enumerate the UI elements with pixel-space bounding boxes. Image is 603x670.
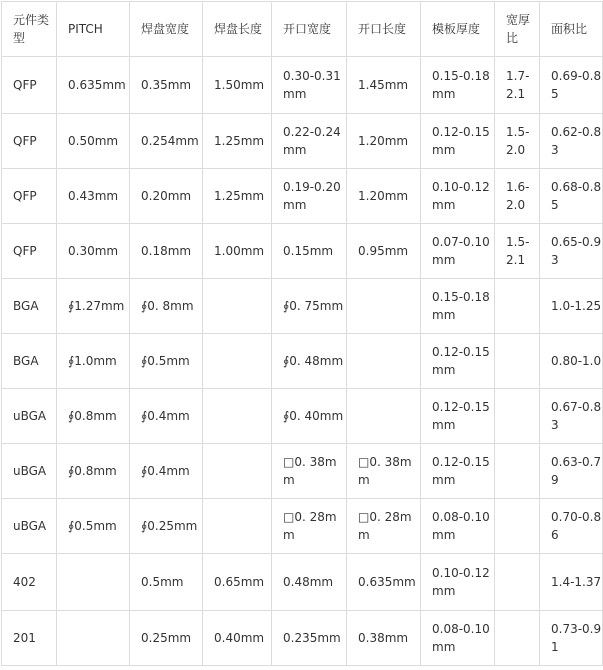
table-cell: 0.40mm [203, 611, 272, 666]
table-cell: 0.12-0.15mm [421, 114, 495, 169]
table-cell: 1.0-1.25 [540, 279, 603, 334]
table-cell: 0.50mm [57, 114, 130, 169]
table-cell: 0.19-0.20mm [272, 169, 347, 224]
table-cell: 0.08-0.10mm [421, 611, 495, 666]
table-cell: 0.12-0.15mm [421, 334, 495, 389]
table-cell: 0.73-0.91 [540, 611, 603, 666]
table-cell: ∮0. 48mm [272, 334, 347, 389]
table-cell: ∮1.27mm [57, 279, 130, 334]
table-cell: 0.12-0.15mm [421, 444, 495, 499]
table-cell: QFP [2, 224, 57, 279]
table-row [2, 114, 603, 169]
table-cell: 1.4-1.37 [540, 554, 603, 611]
table-cell: ∮0. 40mm [272, 389, 347, 444]
table-cell: 0.30mm [57, 224, 130, 279]
table-cell: 0.80-1.0 [540, 334, 603, 389]
table-cell: BGA [2, 279, 57, 334]
table-cell: □0. 28mm [272, 499, 347, 554]
table-cell [495, 499, 540, 554]
table-cell: uBGA [2, 499, 57, 554]
table-cell: ∮0.25mm [130, 499, 203, 554]
table-cell [495, 444, 540, 499]
table-cell: 1.00mm [203, 224, 272, 279]
table-cell: 0.08-0.10mm [421, 499, 495, 554]
header-cell: 面积比 [540, 2, 603, 57]
table-cell: 0.5mm [130, 554, 203, 611]
table-cell: 1.6-2.0 [495, 169, 540, 224]
table-cell [203, 499, 272, 554]
table-cell [203, 279, 272, 334]
table-cell: 0.15-0.18mm [421, 279, 495, 334]
table-cell: ∮0.8mm [57, 444, 130, 499]
table-cell [495, 279, 540, 334]
table-cell: □0. 38mm [347, 444, 421, 499]
table-cell: 0.62-0.83 [540, 114, 603, 169]
table-cell: 0.68-0.85 [540, 169, 603, 224]
table-cell [347, 334, 421, 389]
table-cell [57, 611, 130, 666]
table-cell: uBGA [2, 444, 57, 499]
table-row [2, 554, 603, 611]
table-cell: ∮0.8mm [57, 389, 130, 444]
table-cell: 0.22-0.24mm [272, 114, 347, 169]
header-cell: PITCH [57, 2, 130, 57]
table-cell: ∮0.4mm [130, 389, 203, 444]
table-cell [495, 554, 540, 611]
table-row [2, 57, 603, 114]
table-row [2, 224, 603, 279]
table-cell [495, 389, 540, 444]
table-cell: 402 [2, 554, 57, 611]
table-cell: 0.38mm [347, 611, 421, 666]
table-cell: 0.10-0.12mm [421, 554, 495, 611]
table-cell: 0.63-0.79 [540, 444, 603, 499]
table-cell: 0.254mm [130, 114, 203, 169]
table-cell: BGA [2, 334, 57, 389]
table-cell: ∮0.4mm [130, 444, 203, 499]
table-cell: 0.67-0.83 [540, 389, 603, 444]
table-cell [203, 389, 272, 444]
table-cell: QFP [2, 57, 57, 114]
table-cell: □0. 28mm [347, 499, 421, 554]
table-cell: 1.25mm [203, 114, 272, 169]
table-cell: uBGA [2, 389, 57, 444]
table-cell: 1.5-2.0 [495, 114, 540, 169]
table-cell: 1.20mm [347, 169, 421, 224]
table-cell: 0.635mm [347, 554, 421, 611]
table-row [2, 334, 603, 389]
table-cell: 0.20mm [130, 169, 203, 224]
table-cell: 0.95mm [347, 224, 421, 279]
table-row [2, 389, 603, 444]
table-cell: 201 [2, 611, 57, 666]
table-cell: ∮0. 8mm [130, 279, 203, 334]
header-cell: 开口宽度 [272, 2, 347, 57]
table-row [2, 169, 603, 224]
table-cell: 0.07-0.10mm [421, 224, 495, 279]
table-cell [203, 444, 272, 499]
table-cell: QFP [2, 114, 57, 169]
table-cell: QFP [2, 169, 57, 224]
table-row [2, 279, 603, 334]
table-cell: 0.43mm [57, 169, 130, 224]
table-cell: 0.35mm [130, 57, 203, 114]
header-cell: 开口长度 [347, 2, 421, 57]
table-cell: 0.635mm [57, 57, 130, 114]
table-cell: 1.45mm [347, 57, 421, 114]
header-cell: 焊盘宽度 [130, 2, 203, 57]
table-cell: 1.5-2.1 [495, 224, 540, 279]
table-cell: ∮0.5mm [130, 334, 203, 389]
table-cell: 1.7-2.1 [495, 57, 540, 114]
stencil-spec-table [1, 1, 603, 666]
table-cell: 1.25mm [203, 169, 272, 224]
table-cell: 0.25mm [130, 611, 203, 666]
table-cell [347, 279, 421, 334]
table-cell: 1.50mm [203, 57, 272, 114]
table-cell: 0.70-0.86 [540, 499, 603, 554]
table-cell [57, 554, 130, 611]
table-cell: 0.65-0.93 [540, 224, 603, 279]
table-cell: ∮1.0mm [57, 334, 130, 389]
table-cell: ∮0. 75mm [272, 279, 347, 334]
table-cell: 0.15-0.18mm [421, 57, 495, 114]
table-cell [203, 334, 272, 389]
table-row [2, 611, 603, 666]
table-cell: 0.69-0.85 [540, 57, 603, 114]
header-cell: 宽厚比 [495, 2, 540, 57]
header-cell: 焊盘长度 [203, 2, 272, 57]
table-cell: 1.20mm [347, 114, 421, 169]
header-cell: 模板厚度 [421, 2, 495, 57]
table-cell: 0.30-0.31mm [272, 57, 347, 114]
table-cell [495, 334, 540, 389]
table-header-row [2, 2, 603, 57]
table-cell: ∮0.5mm [57, 499, 130, 554]
header-cell: 元件类型 [2, 2, 57, 57]
table-cell: 0.15mm [272, 224, 347, 279]
table-cell: 0.12-0.15mm [421, 389, 495, 444]
table-cell [495, 611, 540, 666]
table-cell: 0.48mm [272, 554, 347, 611]
table-cell: □0. 38mm [272, 444, 347, 499]
table-cell [347, 389, 421, 444]
table-cell: 0.235mm [272, 611, 347, 666]
table-cell: 0.10-0.12mm [421, 169, 495, 224]
table-row [2, 444, 603, 499]
table-cell: 0.18mm [130, 224, 203, 279]
table-cell: 0.65mm [203, 554, 272, 611]
table-row [2, 499, 603, 554]
